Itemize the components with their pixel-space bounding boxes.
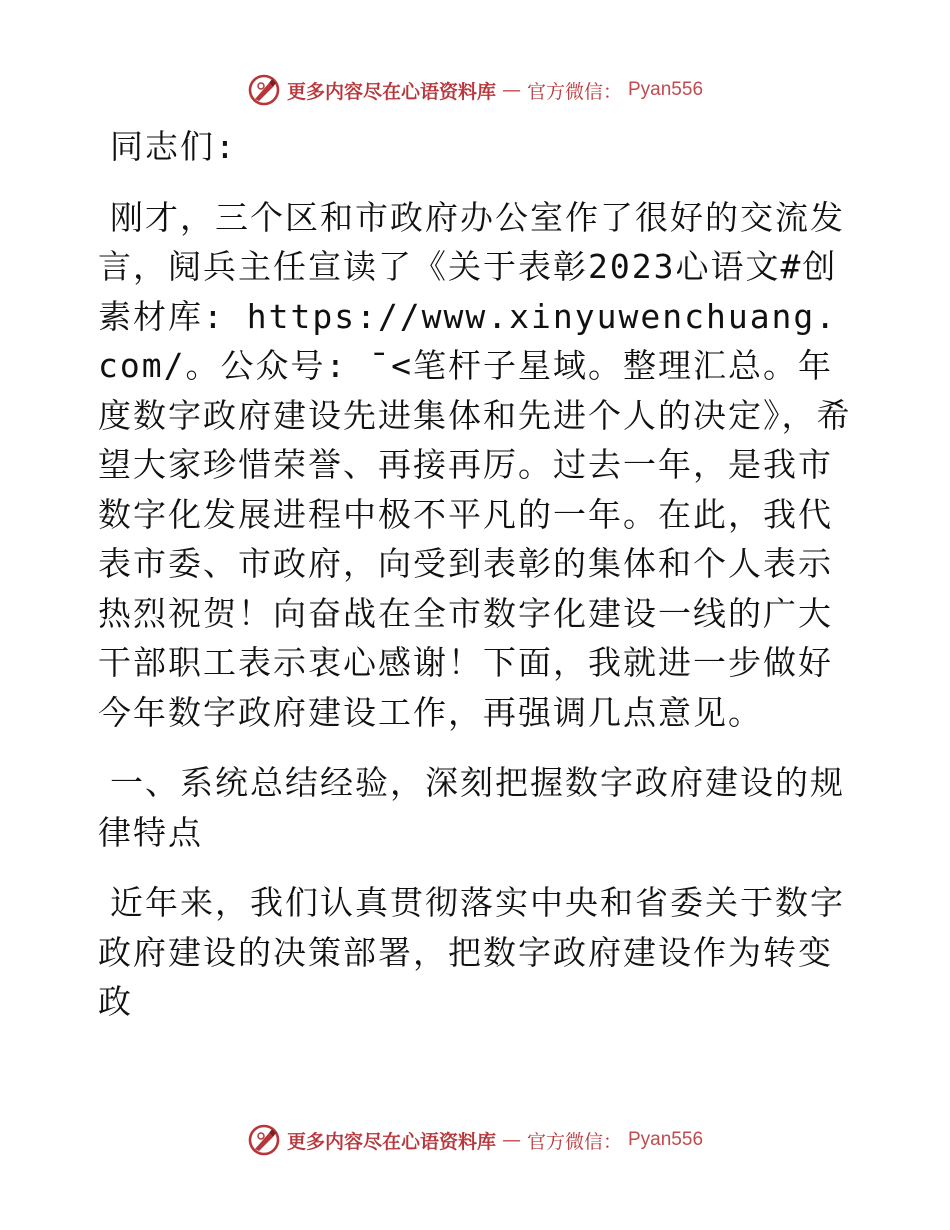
document-body bbox=[98, 122, 858, 1048]
pen-logo-icon bbox=[247, 1123, 281, 1157]
watermark-dash: — bbox=[501, 1129, 521, 1151]
watermark-main-text: 更多内容尽在心语资料库 bbox=[286, 80, 496, 103]
watermark-header bbox=[0, 70, 950, 110]
paragraph-section-1: 近年来，我们认真贯彻落实中央和省委关于数字政府建设的决策部署，把数字政府建设作为转变政 bbox=[98, 883, 845, 1021]
paragraph-intro: 刚才，三个区和市政府办公室作了很好的交流发言，阋兵主任宣读了《关于表彰2023心语文#创素材库: https://www.xinyuwenchuang.com/。公众号: ¯<笔杆子星域。整理汇总。年度数字政府建设先进集体和先进个人的决定》，希望大家珍惜荣誉、再接再厉。过去一年，是我市数字化发展进程中极不平凡的一年。在此，我代表市委、市政府，向受到表彰的集体和个人表示热烈祝贺！向奋战在全市数字化建设一线的广大干部职工表示衷心感谢！下面，我就进一步做好今年数字政府建设工作，再强调几点意见。 bbox=[98, 197, 852, 732]
pen-logo-icon bbox=[247, 73, 281, 107]
watermark-id: Pyan556 bbox=[628, 79, 704, 100]
watermark-id: Pyan556 bbox=[628, 1129, 704, 1150]
watermark-main-text: 更多内容尽在心语资料库 bbox=[286, 1130, 496, 1153]
greeting: 同志们: bbox=[110, 127, 237, 166]
watermark-label: 官方微信： bbox=[526, 80, 622, 103]
watermark-footer bbox=[0, 1120, 950, 1160]
section-heading-1: 一、系统总结经验，深刻把握数字政府建设的规律特点 bbox=[98, 763, 845, 852]
watermark-dash: — bbox=[501, 79, 521, 101]
watermark-label: 官方微信： bbox=[526, 1130, 622, 1153]
